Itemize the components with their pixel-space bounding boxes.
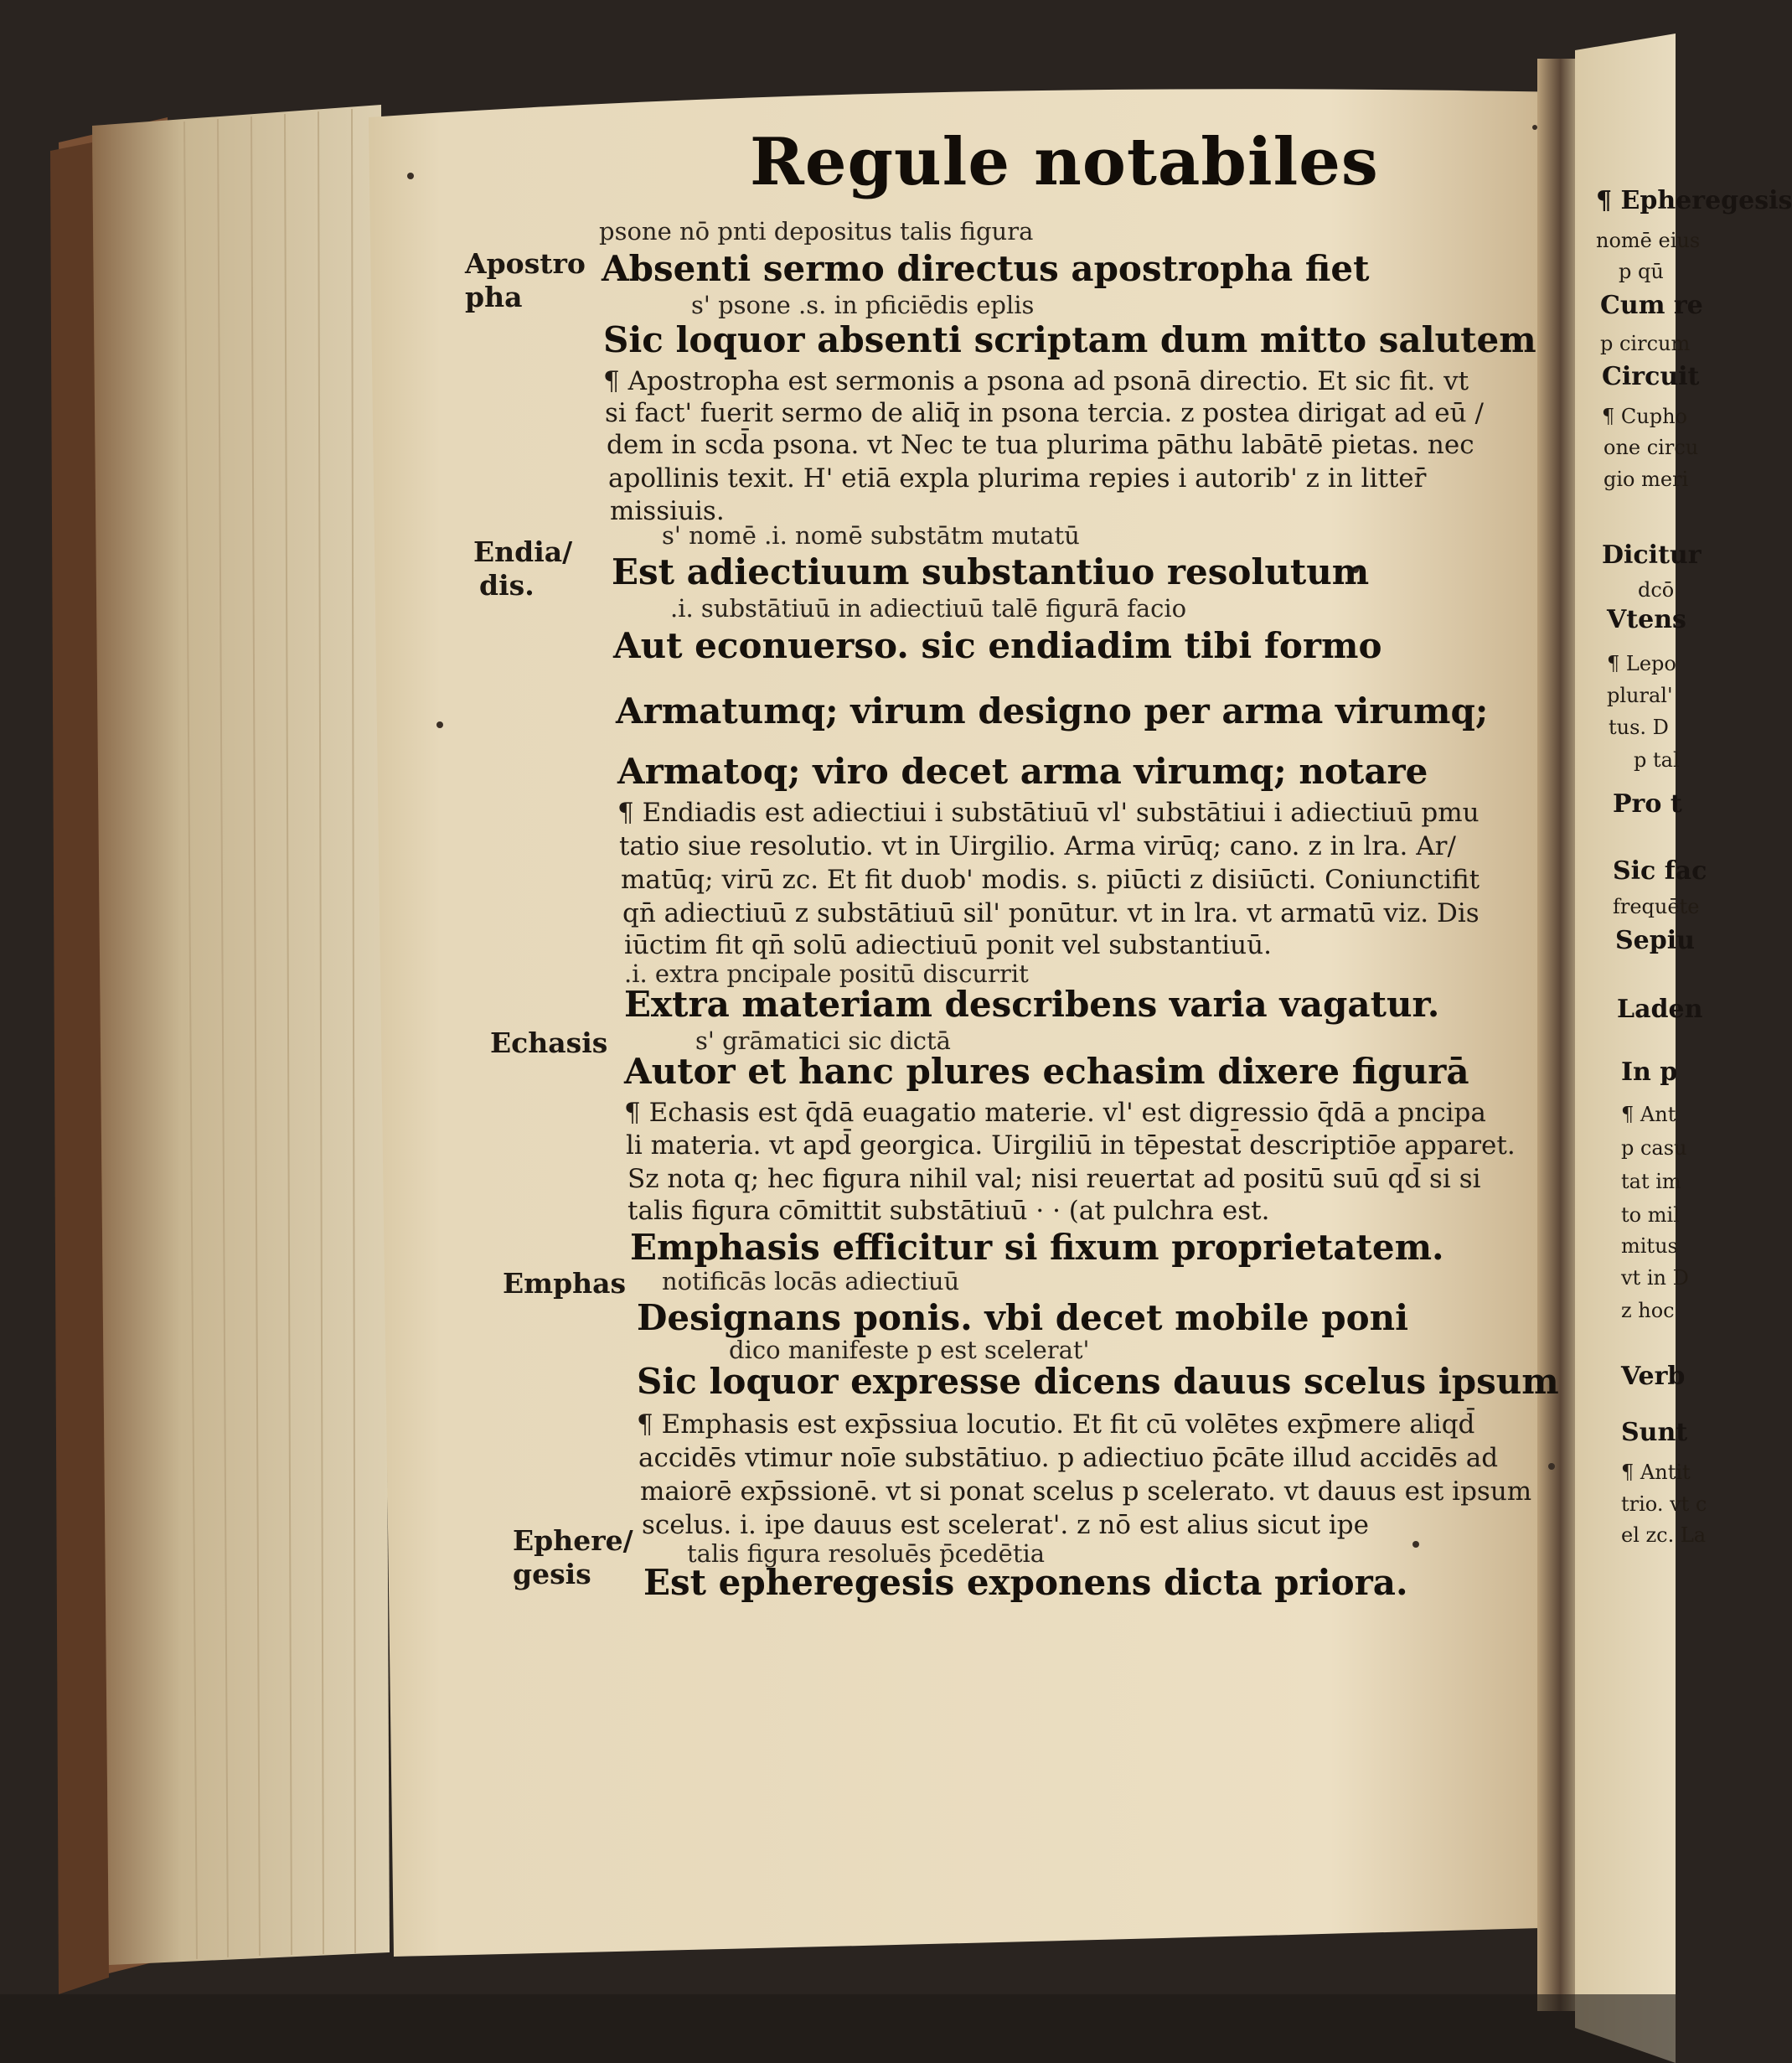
right-page-line: nomē eius xyxy=(1596,229,1701,252)
margin-label-apostropha-2: pha xyxy=(465,281,523,313)
gloss-line: s' nomē .i. nomē substātm mutatū xyxy=(662,521,1080,550)
right-page-line: Cum re xyxy=(1600,291,1703,320)
commentary-line: apollinis texit. H' etiā expla plurima repies i autorib' z in litter̄ xyxy=(608,463,1427,494)
gloss-line: .i. substātiuū in adiectiuū talē figurā facio xyxy=(670,594,1187,623)
right-page-line: Laden xyxy=(1617,995,1703,1024)
commentary-line: maiorē exp̄ssionē. vt si ponat scelus p scelerato. vt dauus est ipsum xyxy=(640,1476,1532,1507)
margin-label-epheregesis-1: Ephere/ xyxy=(513,1524,633,1557)
right-page-line: p casu xyxy=(1621,1136,1687,1160)
page-header: Regule notabiles xyxy=(750,124,1379,200)
commentary-line: missiuis. xyxy=(610,496,725,526)
margin-label-epheregesis-2: gesis xyxy=(513,1558,591,1590)
right-page-line: p circum xyxy=(1600,332,1691,355)
commentary-line: ¶ Emphasis est exp̄ssiua locutio. Et fit cū volētes exp̄mere aliqd̄ xyxy=(637,1409,1475,1440)
margin-label-emphasis: Emphas xyxy=(503,1267,627,1300)
verse-line: Aut econuerso. sic endiadim tibi formo xyxy=(613,625,1382,666)
right-page-line: ¶ Antit xyxy=(1621,1461,1691,1484)
right-page-line: mitus xyxy=(1621,1234,1678,1258)
right-page-line: frequēte xyxy=(1613,895,1700,918)
right-page-line: Pro t xyxy=(1613,789,1682,819)
verse-line: Sic loquor expresse dicens dauus scelus ipsum xyxy=(637,1361,1559,1402)
right-page-line: z hoc xyxy=(1621,1299,1675,1322)
commentary-line: qn̄ adiectiuū z substātiuū sil' ponūtur. vt in lra. vt armatū viz. Dis xyxy=(622,898,1480,928)
verse-line: Autor et hanc plures echasim dixere figurā xyxy=(624,1051,1469,1092)
verse-line: Emphasis efficitur si fixum proprietatem. xyxy=(630,1227,1444,1268)
right-page-line: Verb xyxy=(1621,1362,1686,1391)
right-page-line: In p xyxy=(1621,1057,1678,1087)
right-page-line: trio. vt c xyxy=(1621,1492,1707,1516)
verse-line: Armatumq; virum designo per arma virumq; xyxy=(616,690,1489,732)
right-page-line: p qū xyxy=(1619,260,1664,283)
gloss-line: notificās locās adiectiuū xyxy=(662,1267,960,1295)
right-page-line: tus. D xyxy=(1609,716,1669,739)
commentary-line: si fact' fuerit sermo de aliq̄ in psona tercia. z postea dirigat ad eū / xyxy=(605,398,1484,428)
verse-line: Armatoq; viro decet arma virumq; notare xyxy=(617,751,1428,792)
commentary-line: scelus. i. ipe dauus est scelerat'. z nō est alius sicut ipe xyxy=(642,1510,1369,1540)
right-page-line: ¶ Epheregesis xyxy=(1596,186,1792,215)
right-page-line: vt in D xyxy=(1621,1266,1689,1290)
commentary-line: Sz nota q; hec figura nihil val; nisi reuertat ad positū suū qd̄ si si xyxy=(627,1164,1481,1194)
commentary-line: dem in scd̄a psona. vt Nec te tua plurima pāthu labātē pietas. nec xyxy=(607,430,1474,460)
right-page-line: ¶ Cupho xyxy=(1602,405,1687,428)
commentary-line: tatio siue resolutio. vt in Uirgilio. Arma virūq; cano. z in lra. Ar/ xyxy=(619,831,1456,861)
margin-label-echasis: Echasis xyxy=(490,1026,608,1059)
commentary-line: accidēs vtimur noīe substātiuo. p adiectiuo p̄cāte illud accidēs ad xyxy=(638,1443,1499,1473)
right-page-line: ¶ Lepo xyxy=(1607,652,1676,675)
verse-line: Est adiectiuum substantiuo resolutum xyxy=(612,551,1370,592)
margin-label-endiadis-2: dis. xyxy=(479,569,535,602)
gloss-line: psone nō pnti depositus talis figura xyxy=(599,217,1034,246)
gloss-line: talis figura resoluēs p̄cedētia xyxy=(687,1539,1046,1568)
verse-line: Sic loquor absenti scriptam dum mitto salutem xyxy=(603,319,1536,360)
right-page-line: one circu xyxy=(1604,436,1699,459)
margin-label-endiadis-1: Endia/ xyxy=(473,535,573,568)
margin-label-apostropha-1: Apostro xyxy=(465,247,586,280)
commentary-line: talis figura cōmittit substātiuū · · (at pulchra est. xyxy=(627,1196,1270,1226)
right-page-line: Sic fac xyxy=(1613,856,1707,886)
right-page-line: p tal xyxy=(1634,748,1680,772)
right-page-line: dcō xyxy=(1638,578,1675,602)
right-page-line: Vtens xyxy=(1607,605,1686,634)
right-page-line: Sunt xyxy=(1621,1418,1688,1447)
verse-line: Est epheregesis exponens dicta priora. xyxy=(643,1562,1408,1603)
verse-line: Absenti sermo directus apostropha fiet xyxy=(602,248,1370,289)
right-page-line: Sepiu xyxy=(1615,926,1695,955)
verse-line: Designans ponis. vbi decet mobile poni xyxy=(637,1297,1409,1338)
right-page-line: plural' xyxy=(1607,684,1673,707)
gloss-line: s' psone .s. in pficiēdis eplis xyxy=(691,291,1035,319)
right-page-line: Dicitur xyxy=(1602,540,1702,570)
gloss-line: dico manifeste p est scelerat' xyxy=(729,1336,1090,1364)
right-page-line: Circuit xyxy=(1602,362,1700,391)
right-page-line: ¶ Ant xyxy=(1621,1103,1676,1126)
right-page-line: tat im xyxy=(1621,1170,1681,1193)
right-page-line: to mil xyxy=(1621,1203,1680,1227)
commentary-line: ¶ Apostropha est sermonis a psona ad psonā directio. Et sic fit. vt xyxy=(603,366,1469,396)
right-page-line: gio meri xyxy=(1604,468,1689,491)
commentary-line: iūctim fit qn̄ solū adiectiuū ponit vel substantiuū. xyxy=(624,930,1272,960)
commentary-line: ¶ Endiadis est adiectiui i substātiuū vl' substātiui i adiectiuū pmu xyxy=(617,798,1480,828)
gloss-line: .i. extra pncipale positū discurrit xyxy=(624,959,1029,988)
commentary-line: li materia. vt apd̄ georgica. Uirgiliū in tēpestat̄ descriptiōe apparet. xyxy=(626,1130,1516,1161)
right-page-line: el zc. La xyxy=(1621,1523,1707,1547)
commentary-line: matūq; virū zc. Et fit duob' modis. s. piūcti z disiūcti. Coniunctifit xyxy=(621,865,1480,895)
verse-line: Extra materiam describens varia vagatur. xyxy=(624,984,1440,1025)
gloss-line: s' grāmatici sic dictā xyxy=(695,1026,951,1055)
commentary-line: ¶ Echasis est q̄dā euagatio materie. vl' est digressio q̄dā a pncipa xyxy=(624,1098,1486,1128)
